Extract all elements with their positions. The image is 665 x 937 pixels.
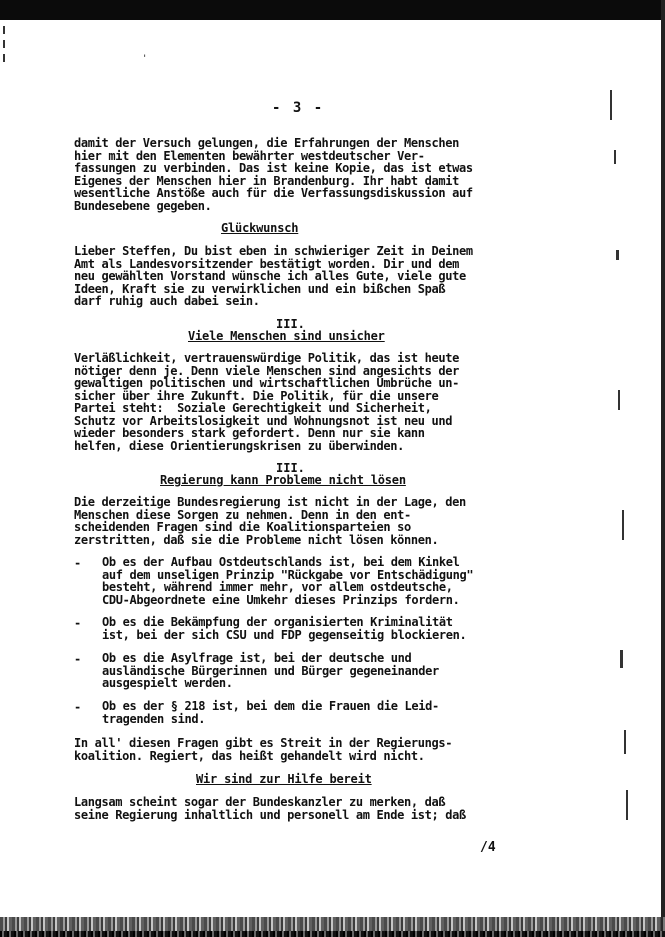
heading-unsicher: Viele Menschen sind unsicher [188,329,385,343]
scan-top-border [0,0,665,20]
bullet-item: Ob es die Bekämpfung der organisierten Kriminalität ist, bei der sich CSU und FDP gegenseitig blockieren. [102,615,467,642]
bullet-dash: - [74,556,82,570]
paragraph-closing: In all' diesen Fragen gibt es Streit in der Regierungs- koalition. Regiert, das heißt gehandelt wird nicht. [74,736,453,763]
stray-mark: ' [142,54,148,64]
page-number: - 3 - [272,100,325,116]
scan-left-marks [0,20,8,80]
paragraph-hilfe: Langsam scheint sogar der Bundeskanzler zu merken, daß seine Regierung inhaltlich und personell am Ende ist; daß [74,795,466,822]
bullet-dash: - [74,700,82,714]
paragraph-regierung: Die derzeitige Bundesregierung ist nicht in der Lage, den Menschen diese Sorgen zu nehmen. Denn in den ent- scheidenden Fragen sind die Koalitionsparteien so zerstritten, daß sie die Probleme nicht lösen können. [74,495,466,547]
heading-regierung: Regierung kann Probleme nicht lösen [160,473,406,487]
continuation-marker: /4 [480,840,496,855]
intro-paragraph: damit der Versuch gelungen, die Erfahrungen der Menschen hier mit den Elementen bewährter westdeutscher Ver- fassungen zu verbinden. Das ist keine Kopie, das ist etwas Eigenes der Menschen hier in Brandenburg. Ihr habt damit wesentliche Anstöße auch für die Verfassungsdiskussion auf Bundesebene gegeben. [74,136,473,213]
bullet-item: Ob es der § 218 ist, bei dem die Frauen die Leid- tragenden sind. [102,699,439,726]
scan-right-border [661,0,665,937]
paragraph-unsicher: Verläßlichkeit, vertrauenswürdige Politik, das ist heute nötiger denn je. Denn viele Menschen sind angesichts der gewaltigen politischen und wirtschaftlichen Umbrüche un- sicher über ihre Zukunft. Die Politik, für die unsere Partei steht: Soziale Gerechtigkeit und Sicherheit, Schutz vor Arbeitslosigkeit und Wohnungsnot ist neu und wieder besonders stark gefordert. Denn nur sie kann helfen, diese Orientierungskrisen zu überwinden. [74,351,459,453]
bullet-dash: - [74,652,82,666]
heading-gluckwunsch: Glückwunsch [221,221,299,235]
heading-hilfe: Wir sind zur Hilfe bereit [196,772,372,786]
roman-numeral-2: III. [276,461,305,475]
bullet-dash: - [74,616,82,630]
paragraph-gluckwunsch: Lieber Steffen, Du bist eben in schwieriger Zeit in Deinem Amt als Landesvorsitzender bestätigt worden. Dir und dem neu gewählten Vorstand wünsche ich alles Gute, viele gute Ideen, Kraft sie zu verwirklichen und ein bißchen Spaß darf ruhig auch dabei sein. [74,244,473,308]
scan-bottom-noise [0,907,665,937]
roman-numeral-1: III. [276,317,305,331]
scan-right-artifacts [606,90,636,910]
bullet-item: Ob es die Asylfrage ist, bei der deutsche und ausländische Bürgerinnen und Bürger gegeneinander ausgespielt werden. [102,651,439,690]
bullet-item: Ob es der Aufbau Ostdeutschlands ist, bei dem Kinkel auf dem unseligen Prinzip "Rückgabe vor Entschädigung" besteht, während immer mehr, vor allem ostdeutsche, CDU-Abgeordnete eine Umkehr dieses Prinzips fordern. [102,555,474,607]
